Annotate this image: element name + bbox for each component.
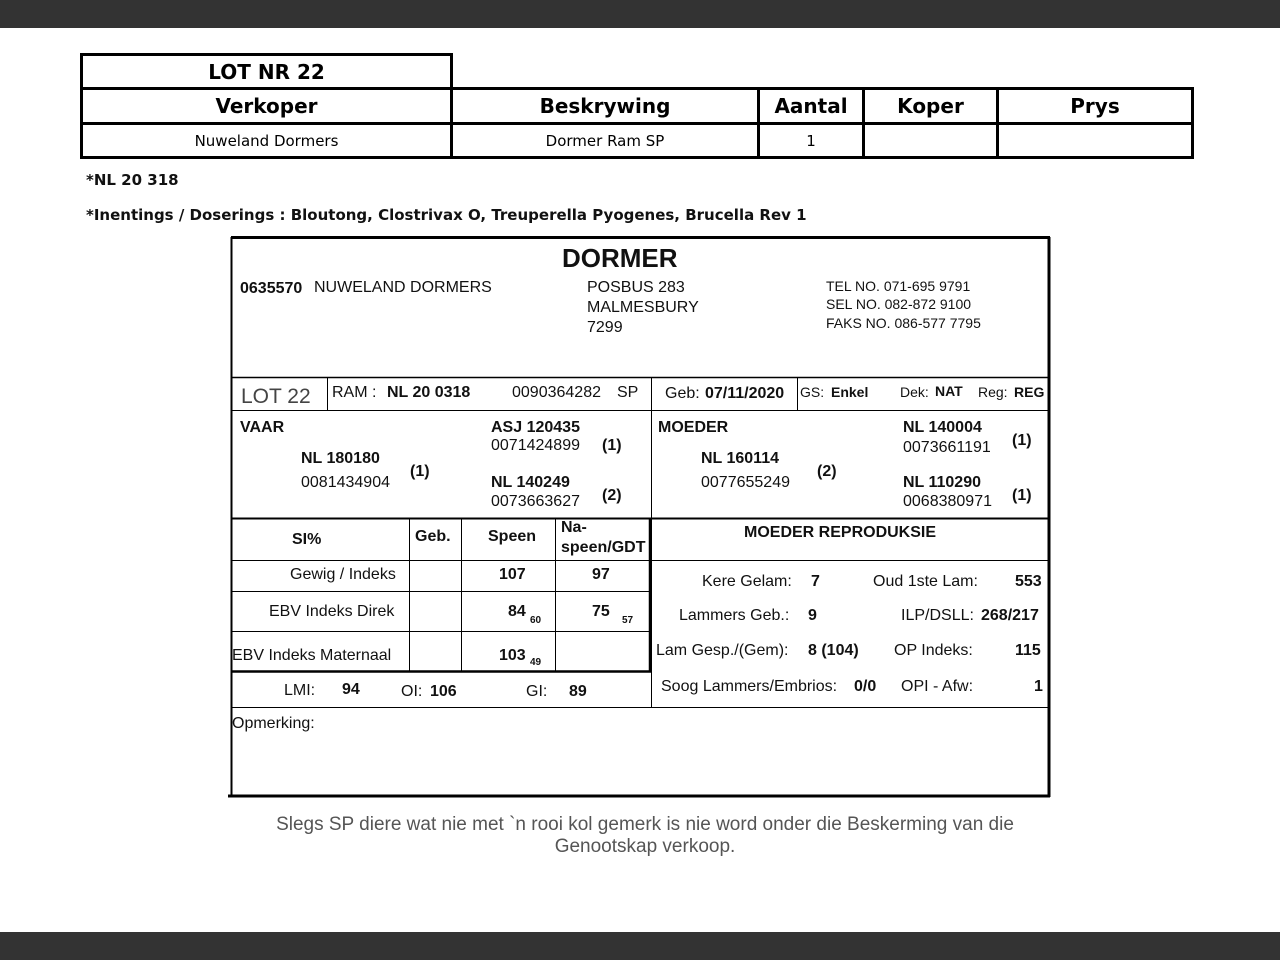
dam-code: (2) bbox=[817, 463, 837, 480]
dam-sire-id: NL 140004 bbox=[903, 419, 982, 436]
gi-label: GI: bbox=[526, 683, 548, 700]
si-row-naspeen-sub: 57 bbox=[622, 615, 634, 626]
opmerking-label: Opmerking: bbox=[232, 715, 315, 732]
si-row-label: Gewig / Indeks bbox=[290, 566, 396, 583]
si-row-speen: 107 bbox=[499, 566, 526, 583]
sire-reg: 0081434904 bbox=[301, 474, 390, 491]
sire-id: NL 180180 bbox=[301, 450, 380, 467]
address-line-3: 7299 bbox=[587, 319, 623, 336]
bottom-bar bbox=[0, 932, 1280, 960]
oi-value: 106 bbox=[430, 683, 457, 700]
si-header-naspeen-2: speen/GDT bbox=[561, 539, 646, 556]
sire-dam-id: NL 140249 bbox=[491, 474, 570, 491]
oi-label: OI: bbox=[401, 683, 423, 700]
header-koper: Koper bbox=[897, 94, 964, 118]
ram-reg: 0090364282 bbox=[512, 384, 601, 401]
lmi-label: LMI: bbox=[284, 682, 316, 699]
note-nl: *NL 20 318 bbox=[86, 171, 179, 189]
si-row-speen: 84 bbox=[508, 603, 526, 620]
repro-label: Lammers Geb.: bbox=[679, 607, 790, 624]
si-header-si: SI% bbox=[292, 531, 322, 548]
si-row-label: EBV Indeks Direk bbox=[269, 603, 395, 620]
si-header-naspeen-1: Na- bbox=[561, 519, 587, 536]
repro-label: Lam Gesp./(Gem): bbox=[656, 642, 789, 659]
sire-code: (1) bbox=[410, 463, 430, 480]
contact-sel: SEL NO. 082-872 9100 bbox=[826, 296, 972, 312]
repro-label: Kere Gelam: bbox=[702, 573, 792, 590]
note-inentings: *Inentings / Doserings : Bloutong, Clostrivax O, Treuperella Pyogenes, Brucella Rev 1 bbox=[86, 206, 807, 224]
dam-dam-reg: 0068380971 bbox=[903, 493, 992, 510]
dek-value: NAT bbox=[935, 383, 963, 399]
cell-verkoper: Nuweland Dormers bbox=[194, 131, 339, 150]
breed-title: DORMER bbox=[562, 243, 678, 273]
repro-value: 9 bbox=[808, 607, 817, 624]
reg-label: Reg: bbox=[978, 384, 1008, 400]
repro-value: 1 bbox=[1034, 678, 1043, 695]
repro-value: 0/0 bbox=[854, 678, 877, 695]
cell-beskrywing: Dormer Ram SP bbox=[545, 131, 665, 150]
sire-dam-reg: 0073663627 bbox=[491, 493, 580, 510]
vaar-label: VAAR bbox=[240, 419, 285, 436]
breeder-number: 0635570 bbox=[240, 280, 303, 297]
dam-dam-code: (1) bbox=[1012, 487, 1032, 504]
lmi-value: 94 bbox=[342, 681, 360, 698]
repro-label: Soog Lammers/Embrios: bbox=[661, 678, 838, 695]
repro-value: 553 bbox=[1015, 573, 1042, 590]
cell-aantal: 1 bbox=[806, 131, 816, 150]
si-row-speen-sub: 49 bbox=[530, 657, 542, 668]
dam-id: NL 160114 bbox=[701, 450, 779, 467]
repro-label: ILP/DSLL: bbox=[901, 607, 974, 624]
ram-label: RAM : bbox=[332, 384, 377, 401]
si-header-speen: Speen bbox=[488, 528, 537, 545]
address-line-1: POSBUS 283 bbox=[587, 279, 685, 296]
si-header-geb: Geb. bbox=[415, 528, 451, 545]
moeder-label: MOEDER bbox=[658, 419, 729, 436]
si-row-naspeen: 97 bbox=[592, 566, 610, 583]
lot-title: LOT NR 22 bbox=[208, 59, 325, 84]
ram-id: NL 20 0318 bbox=[387, 384, 471, 401]
repro-value: 7 bbox=[811, 573, 820, 590]
breeder-name: NUWELAND DORMERS bbox=[314, 279, 492, 296]
repro-value: 268/217 bbox=[981, 607, 1039, 624]
geb-label: Geb: bbox=[665, 385, 700, 402]
repro-value: 8 (104) bbox=[808, 642, 859, 659]
sire-sire-code: (1) bbox=[602, 437, 622, 454]
header-prys: Prys bbox=[1070, 94, 1120, 118]
si-row-naspeen: 75 bbox=[592, 603, 610, 620]
dam-sire-code: (1) bbox=[1012, 432, 1032, 449]
repro-label: OPI - Afw: bbox=[901, 678, 974, 695]
sire-sire-id: ASJ 120435 bbox=[491, 419, 580, 436]
cert-lot: LOT 22 bbox=[241, 385, 311, 408]
header-aantal: Aantal bbox=[774, 94, 848, 118]
dek-label: Dek: bbox=[900, 384, 929, 400]
dam-sire-reg: 0073661191 bbox=[903, 439, 991, 456]
si-row-label: EBV Indeks Maternaal bbox=[232, 647, 392, 664]
sire-dam-code: (2) bbox=[602, 487, 622, 504]
repro-value: 115 bbox=[1015, 642, 1041, 659]
contact-tel: TEL NO. 071-695 9791 bbox=[826, 278, 971, 294]
address-line-2: MALMESBURY bbox=[587, 299, 699, 316]
dam-reg: 0077655249 bbox=[701, 474, 790, 491]
repro-title: MOEDER REPRODUKSIE bbox=[744, 524, 937, 541]
si-row-speen: 103 bbox=[499, 647, 526, 664]
header-verkoper: Verkoper bbox=[215, 94, 318, 118]
repro-label: OP Indeks: bbox=[894, 642, 973, 659]
contact-faks: FAKS NO. 086-577 7795 bbox=[826, 315, 981, 331]
dam-dam-id: NL 110290 bbox=[903, 474, 981, 491]
si-row-speen-sub: 60 bbox=[530, 615, 542, 626]
gs-label: GS: bbox=[800, 384, 825, 400]
gi-value: 89 bbox=[569, 683, 587, 700]
sire-sire-reg: 0071424899 bbox=[491, 437, 580, 454]
repro-label: Oud 1ste Lam: bbox=[873, 573, 978, 590]
reg-value: REG bbox=[1014, 384, 1045, 400]
geb-date: 07/11/2020 bbox=[705, 385, 785, 402]
gs-value: Enkel bbox=[831, 384, 869, 400]
header-beskrywing: Beskrywing bbox=[539, 94, 671, 118]
footer-note: Slegs SP diere wat nie met `n rooi kol gemerk is nie word onder die Beskerming van die Genootskap verkoop. bbox=[276, 814, 1014, 857]
ram-class: SP bbox=[617, 384, 639, 401]
